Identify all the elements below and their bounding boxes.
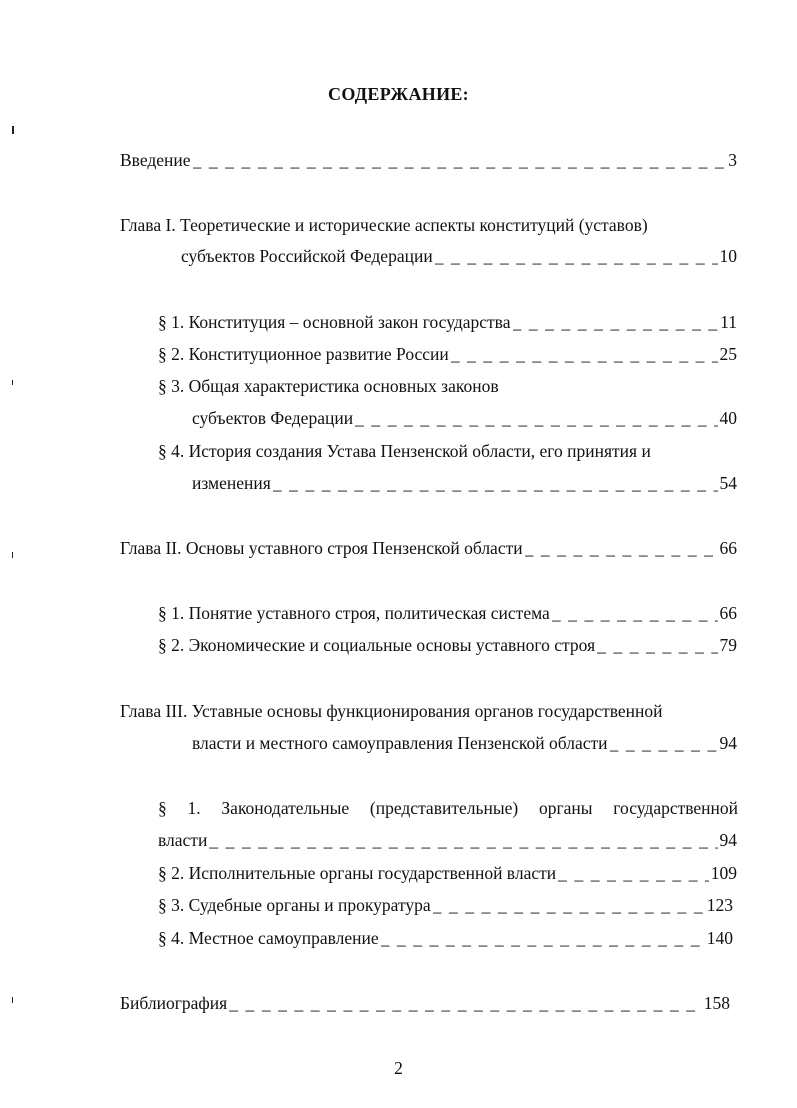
toc-label: субъектов Федерации xyxy=(192,408,354,428)
toc-title: СОДЕРЖАНИЕ: xyxy=(328,84,469,104)
toc-entry-ch2-s1[interactable] xyxy=(158,601,737,625)
toc-label: Глава II. Основы уставного строя Пензенской области xyxy=(120,538,523,558)
toc-page: 109 xyxy=(710,863,737,883)
toc-label: § 2. Исполнительные органы государственной власти xyxy=(158,863,557,883)
toc-chapter-3-heading: Глава III. Уставные основы функционирования органов государственной xyxy=(120,701,663,721)
toc-label: субъектов Российской Федерации xyxy=(181,246,433,266)
toc-entry-chapter-1[interactable] xyxy=(181,244,737,268)
dot-leader xyxy=(193,148,727,172)
toc-label: § 1. Понятие уставного строя, политическая система xyxy=(158,603,550,623)
toc-page: 158 xyxy=(703,993,730,1013)
dot-leader xyxy=(273,471,718,495)
toc-entry-ch1-s4-line1: § 4. История создания Устава Пензенской области, его принятия и xyxy=(158,441,651,461)
toc-entry-ch1-s2[interactable] xyxy=(158,342,737,366)
dot-leader xyxy=(433,893,705,917)
scan-mark xyxy=(12,380,13,385)
toc-entry-intro[interactable] xyxy=(120,148,737,172)
dot-leader xyxy=(513,310,719,334)
toc-page: 25 xyxy=(719,344,737,364)
toc-page: 54 xyxy=(719,473,737,493)
toc-label: § 2. Конституционное развитие России xyxy=(158,344,449,364)
toc-page: 123 xyxy=(706,895,733,915)
dot-leader xyxy=(435,244,718,268)
toc-entry-ch1-s3[interactable] xyxy=(192,406,737,430)
toc-page: 94 xyxy=(719,733,737,753)
toc-label: § 2. Экономические и социальные основы уставного строя xyxy=(158,635,596,655)
toc-entry-chapter-3[interactable] xyxy=(192,731,737,755)
toc-entry-ch3-s4[interactable] xyxy=(158,926,733,950)
dot-leader xyxy=(597,633,717,657)
toc-entry-ch3-s1-line1: § 1. Законодательные (представительные) органы государственной xyxy=(158,798,739,818)
toc-entry-ch1-s4[interactable] xyxy=(192,471,737,495)
dot-leader xyxy=(355,406,717,430)
page-number: 2 xyxy=(394,1058,403,1078)
scan-mark xyxy=(12,997,13,1003)
toc-page: 66 xyxy=(719,603,737,623)
toc-page: 3 xyxy=(728,150,737,170)
toc-entry-ch1-s1[interactable] xyxy=(158,310,737,334)
toc-page: 40 xyxy=(719,408,737,428)
scan-mark xyxy=(12,126,14,134)
dot-leader xyxy=(525,536,718,560)
toc-entry-ch3-s2[interactable] xyxy=(158,861,737,885)
toc-page: 10 xyxy=(719,246,737,266)
toc-entry-ch3-s3[interactable] xyxy=(158,893,733,917)
toc-chapter-1-heading: Глава I. Теоретические и исторические аспекты конституций (уставов) xyxy=(120,215,648,235)
toc-label: Библиография xyxy=(120,993,228,1013)
dot-leader xyxy=(229,991,702,1015)
dot-leader xyxy=(381,926,705,950)
toc-page: 140 xyxy=(706,928,733,948)
toc-entry-ch3-s1[interactable] xyxy=(158,828,737,852)
scan-mark xyxy=(12,552,13,558)
toc-label: § 1. Конституция – основной закон государства xyxy=(158,312,511,332)
toc-page: 66 xyxy=(719,538,737,558)
dot-leader xyxy=(451,342,718,366)
dot-leader xyxy=(610,731,718,755)
toc-entry-ch1-s3-line1: § 3. Общая характеристика основных законов xyxy=(158,376,499,396)
dot-leader xyxy=(552,601,718,625)
toc-label: изменения xyxy=(192,473,271,493)
toc-label: власти xyxy=(158,830,208,850)
toc-page: 11 xyxy=(720,312,737,332)
toc-page: 79 xyxy=(719,635,737,655)
toc-entry-ch2-s2[interactable] xyxy=(158,633,737,657)
dot-leader xyxy=(209,828,717,852)
toc-label: § 4. Местное самоуправление xyxy=(158,928,379,948)
toc-entry-chapter-2[interactable] xyxy=(120,536,737,560)
dot-leader xyxy=(558,861,709,885)
toc-label: § 3. Судебные органы и прокуратура xyxy=(158,895,431,915)
toc-entry-bibliography[interactable] xyxy=(120,991,730,1015)
toc-label: Введение xyxy=(120,150,191,170)
toc-page: 94 xyxy=(719,830,737,850)
toc-label: власти и местного самоуправления Пензенской области xyxy=(192,733,608,753)
